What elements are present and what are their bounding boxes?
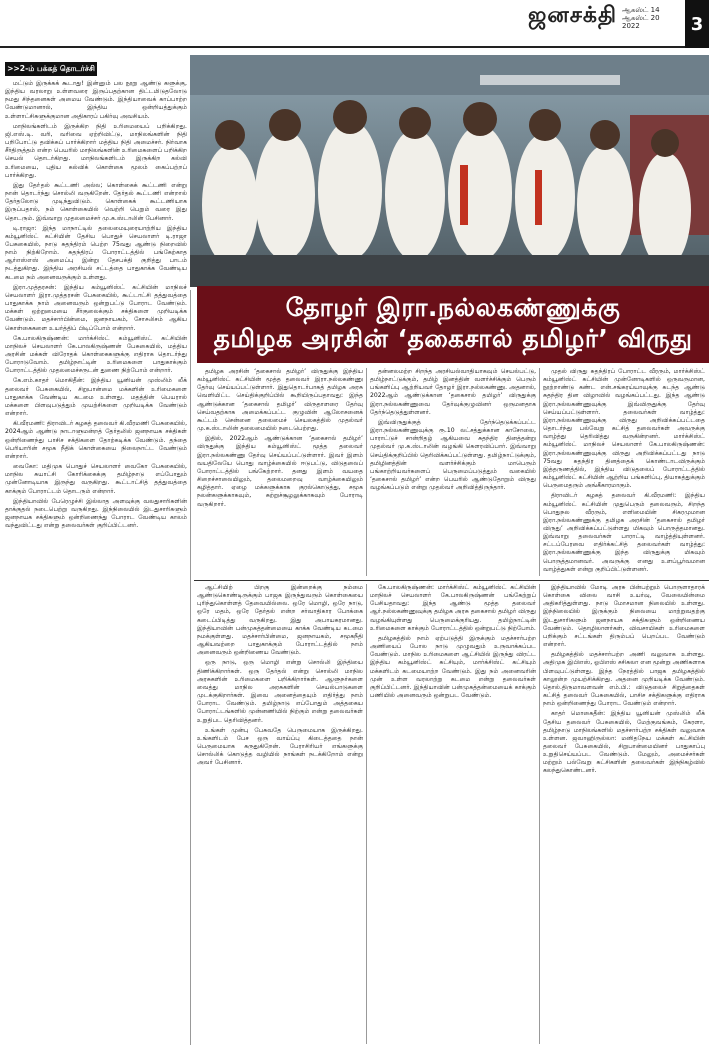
award-ceremony-photo: [190, 55, 709, 287]
paragraph: கே.பாலகிருஷ்ணன்: மார்க்சிஸ்ட் கம்யூனிஸ்ட் கட்சியின் மாநிலச் செயலாளர் கே.பாலகிருஷ்ணன் பேசுகையில், மத்திய அரசின் மக்கள் விரோதக் கொள்கைகளுக்கு எதிராக தொடர்ந்து போராடுவோம். தமிழ்நாட்டின் உரிமைகளை பாதுகாக்கும் போராட்டத்தில் முதலமைச்சருடன் துணை நிற்போம் என்றார்.: [5, 334, 187, 375]
column-divider: [366, 584, 367, 1044]
article-column-1: [197, 368, 363, 576]
issue-date: [622, 6, 662, 30]
section-divider: [194, 580, 709, 581]
article-column-3: [543, 368, 705, 576]
lower-column-3: [543, 584, 705, 1044]
date-line: ஆகஸ்ட் 20: [622, 14, 660, 22]
paragraph: இவ்விருதுக்குத் தேர்ந்தெடுக்கப்பட்ட இரா.நல்லகண்ணுவுக்கு ரூ.10 லட்சத்துக்கான காசோலை, பாராட்டுச் சான்றிதழ் ஆகியவை சுதந்திர தினத்தன்று முதல்வர் மு.க.ஸ்டாலின் வழங்கி கௌரவிப்பார். இவ்வாறு செய்திக்குறிப்பில் தெரிவிக்கப்பட்டுள்ளது. தமிழ்நாட்டுக்கும், தமிழினத்தின் வளர்ச்சிக்கும் மாபெரும் பங்காற்றியவர்களைப் பெருமைப்படுத்தும் வகையில் ‘தகைசால் தமிழர்’ என்ற பெயரில் ஆண்டுதோறும் விருது வழங்கப்படும் என்று முதல்வர் அறிவித்திருந்தார்.: [370, 418, 536, 492]
column-divider: [190, 290, 191, 1045]
masthead-rule: [0, 46, 685, 48]
paragraph: முதல் விருது சுதந்திரப் போராட்ட வீரரும், மார்க்சிஸ்ட் கம்யூனிஸ்ட் கட்சியின் முன்னோடிகளில் ஒருவருமான, நூற்றாண்டு கண்ட என்.சங்கரய்யாவுக்கு கடந்த ஆண்டு சுதந்திர தின விழாவில் வழங்கப்பட்டது. இந்த ஆண்டு இரா.நல்லகண்ணுவுக்கு இவ்விருதுக்கு தேர்வு செய்யப்பட்டுள்ளார். தலைவர்கள் வாழ்த்து: இரா.நல்லகண்ணுவுக்கு விருது அறிவிக்கப்பட்டதை தொடர்ந்து பல்வேறு கட்சித் தலைவர்கள் அவருக்கு வாழ்த்து தெரிவித்து வருகின்றனர். மார்க்சிஸ்ட் கம்யூனிஸ்ட் மாநிலச் செயலாளர் கே.பாலகிருஷ்ணன்: இரா.நல்லகண்ணுவுக்கு விருது அறிவிக்கப்பட்டது நாடு 75வது சுதந்திர தினத்தைக் கொண்டாடவிருக்கும் இத்தருணத்தில், இந்திய விடுதலைப் போராட்டத்தில் கம்யூனிஸ்ட் கட்சியின் ஆற்றிய பங்களிப்பு, தியாகத்துக்கும் பெருமைதரும் அங்கீகாரமாகும்.: [543, 368, 705, 490]
paragraph: இந்தியாவில் மோடி அரசு பின்பற்றும் பொருளாதாரக் கொள்கை விலை வாசி உயர்வு, வேலையின்மை அதிகரித்துள்ளது. நாடு மோசமான நிலையில் உள்ளது. இந்நிலையில் இருக்கும் நிலையை மாற்றுவதற்கு இடதுசாரிகளும் ஜனநாயக சக்திகளும் ஒன்றிணைய வேண்டும். தொழிலாளர்கள், விவசாயிகள் உரிமைகளை பறிக்கும் சட்டங்கள் திரும்பப் பெறப்பட வேண்டும் என்றார்.: [543, 584, 705, 649]
page-number: 3: [685, 0, 709, 48]
paragraph: ஒரு நாடு, ஒரு மொழி என்று சொல்லி இந்தியை திணிக்கிறார்கள். ஒரு தேர்தல் என்று சொல்லி மாநில அரசுகளின் உரிமைகளை பறிக்கிறார்கள். ஆளுநர்களை வைத்து மாநில அரசுகளின் செயல்பாடுகளை முடக்குகிறார்கள். இவை அனைத்தையும் எதிர்த்து நாம் போராட வேண்டும். தமிழ்நாடு எப்போதும் அத்தகைய போராட்டங்களில் முன்னணியில் நிற்கும் என்று தலைவர்கள் உறுதிபட தெரிவித்தனர்.: [197, 659, 363, 724]
paragraph: இரா.முத்தரசன்: இந்திய கம்யூனிஸ்ட் கட்சியின் மாநிலச் செயலாளர் இரா.முத்தரசன் பேசுகையில், கூட்டாட்சி தத்துவத்தை பாதுகாக்க நாம் அனைவரும் ஒன்றுபட்டு போராட வேண்டும். மக்கள் ஒற்றுமையை சீர்குலைக்கும் சக்திகளை முறியடிக்க வேண்டும். மதச்சார்பின்மை, ஜனநாயகம், சோசலிசம் ஆகிய கொள்கைகளை உயர்த்திப் பிடிப்போம் என்றார்.: [5, 283, 187, 332]
paragraph: இதில், 2022ஆம் ஆண்டுக்கான ‘தகைசால் தமிழர்’ விருதுக்கு இந்திய கம்யூனிஸ்ட் மூத்த தலைவர் இரா.நல்லகண்ணு தேர்வு செய்யப்பட்டுள்ளார். இவர் இளம் வயதிலேயே பொது வாழ்க்கையில் ஈடுபட்டு, விடுதலைப் போராட்டத்தில் பங்கேற்றார். தனது இளம் வயதை சிறைச்சாலையிலும், தலைமறைவு வாழ்க்கையிலும் கழித்தார். ஏழை மக்களுக்காக குரல்கொடுத்து, சமூக நலன்களுக்காகவும், சுற்றுச்சூழலுக்காகவும் போராடி வருகிறார்.: [197, 435, 363, 508]
paragraph: தமிழக அரசின் ‘தகைசால் தமிழர்’ விருதுக்கு இந்திய கம்யூனிஸ்ட் கட்சியின் மூத்த தலைவர் இரா.நல்லகண்ணு தேர்வு செய்யப்பட்டுள்ளார். இதுதொடர்பாகத் தமிழக அரசு வெளியிட்ட செய்திக்குறிப்பில் கூறியிருப்பதாவது: இந்த ஆண்டுக்கான ‘தகைசால் தமிழர்’ விருதாளரை தேர்வு செய்வதற்காக அமைக்கப்பட்ட குழுவின் ஆலோசனைக் கூட்டம் சென்னை தலைமைச் செயலகத்தில் முதல்வர் மு.க.ஸ்டாலின் தலைமையில் நடைபெற்றது.: [197, 368, 363, 433]
column-divider: [539, 368, 540, 576]
paragraph: திராவிடர் கழகத் தலைவர் கி.வீரமணி: இந்திய கம்யூனிஸ்ட் கட்சியின் முதுபெரும் தலைவரும், சிறந்த பொதுநல வீரரும், எளிமையின் சிகரமுமான இரா.நல்லகண்ணுக்கு தமிழக அரசின் ‘தகைசால் தமிழர் விருது’ அறிவிக்கப்பட்டுள்ளது மிகவும் பொருத்தமானது. இவ்வாறு தலைவர்கள் பாராட்டி வாழ்த்தியுள்ளனர். சட்டப்பேரவை எதிர்க்கட்சித் தலைவர்கள் வாழ்த்து: இரா.நல்லகண்ணுக்கு இந்த விருதுக்கு மிகவும் பொருத்தமானவர். அவருக்கு எனது உளப்பூர்வமான வாழ்த்துகள் என்று குறிப்பிட்டுள்ளனர்.: [543, 492, 705, 573]
date-line: 2022: [622, 22, 640, 30]
continued-lead-top: [100, 60, 186, 80]
paragraph: உங்கள் முன்பு பேசுவதே பெருமையாக இருக்கிறது. உங்களிடம் பேச ஒரு வாய்ப்பு கிடைத்ததை நான் பெருமையாக கருதுகிறேன். பேராசிரியர் எங்களுக்கு சொல்லிக் கொடுத்த வழியில் நாங்கள் நடக்கிறோம் என்று அவர் பேசினார்.: [197, 726, 363, 767]
paragraph: மாநிலங்களிடம் இருக்கிற நிதி உரிமையைப் பறிக்கிறது. ஜி.எஸ்.டி. வரி, வரிவை ஏற்றிவிட்டு, மாநிலங்களின் நிதி பறிபோட்டு தவிக்கப் பார்க்கிறார் மத்திய நிதி அமைச்சர். நிர்வாக சீர்திருத்தம் என்ற பெயரில் மாநிலங்களின் உரிமைகளைப் பறிக்கிற செயல் தொடர்கிறது. மாநிலங்களிடம் இருக்கிற கல்வி உரிமையை, புதிய கல்விக் கொள்கை மூலம் கைப்பற்றப் பார்க்கிறது.: [5, 122, 187, 179]
left-article-column: [5, 80, 187, 1043]
lower-column-2: [370, 584, 536, 1044]
paragraph: இந்தியாவில் பேரெழுச்சி இல்லாத அளவுக்கு வலதுசாரிகளின் தாக்குதல் நடைபெற்று வருகிறது. இந்நிலையில் இடதுசாரிகளும் ஜனநாயக சக்திகளும் ஒன்றிணைந்து போராட வேண்டிய காலம் வந்துவிட்டது என்று தலைவர்கள் குறிப்பிட்டனர்.: [5, 497, 187, 530]
headline-line-1: தோழர் இரா.நல்லகண்ணுக்கு: [285, 293, 621, 322]
paragraph: காதர் மொகைதீன்: இந்திய யூனியன் முஸ்லிம் லீக் தேசிய தலைவர் பேசுகையில், மேற்குவங்கம், கேரளா, தமிழ்நாடு மாநிலங்களில் மதச்சார்பற்ற சக்திகள் வலுவாக உள்ளன. ஜவாஹிருல்லா: மனிதநேய மக்கள் கட்சியின் தலைவர் பேசுகையில், சிறுபான்மையினர் பாதுகாப்பு உறுதிசெய்யப்பட வேண்டும். மேலும், அமைச்சர்கள் மற்றும் பல்வேறு கட்சிகளின் தலைவர்கள் இந்நிகழ்வில் கலந்துகொண்டனர்.: [543, 710, 705, 775]
paragraph: தமிழகத்தில் நாம் ஏற்படுத்தி இருக்கும் மதச்சார்பற்ற அணியைப் போல நாடு முழுவதும் உருவாக்கப்பட வேண்டும். மாநில உரிமைகளை ஆட்சியில் இருந்து விரட்ட இந்திய கம்யூனிஸ்ட் கட்சியும், மார்க்சிஸ்ட் கட்சியும் மக்களிடம் கடமையாற்ற வேண்டும். இது நம் அனைவரின் முன் உள்ள வரலாற்று கடமை என்று தலைவர்கள் குறிப்பிட்டனர். இந்தியாவின் பன்முகத்தன்மையைக் காக்கும் பணியில் அனைவரும் ஒன்றுபட வேண்டும்.: [370, 634, 536, 700]
newspaper-name: ஜனசக்தி: [528, 3, 617, 28]
paragraph: வைகோ: மதிமுக பொதுச் செயலாளர் வைகோ பேசுகையில், மாநில சுயாட்சி கோரிக்கைக்கு தமிழ்நாடு எப்போதும் முன்னோடியாக இருந்து வருகிறது. கூட்டாட்சித் தத்துவத்தை காக்கும் போராட்டம் தொடரும் என்றார்.: [5, 463, 187, 495]
column-divider: [539, 584, 540, 1044]
column-divider: [366, 368, 367, 576]
paragraph: தன்னலமற்ற சிறந்த அரசியல்வாதியாகவும் செயல்பட்டு, தமிழ்நாட்டுக்கும், தமிழ் இனத்தின் வளர்ச்சிக்கும் பெரும் பங்களிப்பு ஆற்றியவர் தோழர் இரா.நல்லகண்ணு. அதனால், 2022ஆம் ஆண்டுக்கான ‘தகைசால் தமிழர்’ விருதுக்கு இரா.நல்லகண்ணுவை தேர்வுக்குழுவினர் ஒருமனதாக தேர்ந்தெடுத்துள்ளனர்.: [370, 368, 536, 416]
date-line: ஆகஸ்ட் 14: [622, 6, 660, 14]
continued-from-page-2-tag: >>2-ம் பக்கத் தொடர்ச்சி: [5, 62, 97, 76]
masthead: [0, 0, 709, 54]
lower-column-1: [197, 584, 363, 1044]
paragraph: கே.எம்.காதர் மொகிதீன்: இந்திய யூனியன் முஸ்லிம் லீக் தலைவர் பேசுகையில், சிறுபான்மை மக்களின் உரிமைகளை பாதுகாக்க வேண்டிய கடமை உள்ளது. மதத்தின் பெயரால் மக்களை பிளவுபடுத்தும் முயற்சிகளை முறியடிக்க வேண்டும் என்றார்.: [5, 377, 187, 418]
paragraph: தமிழகத்தில் மதச்சார்பற்ற அணி வலுவாக உள்ளது. அதிமுக இபிஎஸ், ஓபிஎஸ் சசிகலா என மூன்று அணிகளாக பிளவுபட்டுள்ளது. இந்த நேரத்தில் பாஜக தமிழகத்தில் காலூன்ற முயற்சிக்கிறது. அதனை முறியடிக்க வேண்டும். தொல்.திருமாவளவன் எம்.பி.: விடுதலைச் சிறுத்தைகள் கட்சித் தலைவர் பேசுகையில், பாசிச சக்திகளுக்கு எதிராக நாம் ஒன்றிணைந்து போராட வேண்டும் என்றார்.: [543, 651, 705, 708]
paragraph: ஆட்சியிற் பிறகு இன்றைக்கு நம்மை ஆண்டுகொண்டிருக்கும் பாஜக இருந்துவரும் கொள்கையை புரிந்துகொள்ளத் தேவையில்லை. ஒரே மொழி, ஒரே நாடு, ஒரே மதம், ஒரே தேர்தல் என்ற சர்வாதிகார போக்கை கடைப்பிடித்து வருகிறது. இது அபாயகரமானது. இந்தியாவின் பன்முகத்தன்மையை காக்க வேண்டிய கடமை நமக்குள்ளது. மதச்சார்பின்மை, ஜனநாயகம், சமூகநீதி ஆகியவற்றை பாதுகாக்கும் போராட்டத்தில் நாம் அனைவரும் ஒன்றிணைய வேண்டும்.: [197, 584, 363, 657]
article-column-2: [370, 368, 536, 576]
paragraph: டி.ராஜா: இந்த மாநாட்டில் தலைமையுரையாற்றிய இந்திய கம்யூனிஸ்ட் கட்சியின் தேசிய பொதுச் செயலாளர் டி.ராஜா பேசுகையில், நாடு சுதந்திரம் பெற்ற 75வது ஆண்டு நிறைவில் நாம் நிற்கிறோம். சுதந்திரப் போராட்டத்தில் பங்கேற்காத ஆர்எஸ்எஸ் அமைப்பு இன்று தேசபக்தி குறித்து பாடம் நடத்துகிறது. இந்திய அரசியல் சட்டத்தை பாதுகாக்க வேண்டிய கடமை நம் அனைவருக்கும் உள்ளது.: [5, 224, 187, 281]
headline-line-2: தமிழக அரசின் ‘தகைசால் தமிழர்’ விருது: [213, 324, 693, 353]
paragraph: இது தோ்தல் கூட்டணி அல்ல; கொள்கைக் கூட்டணி என்று நான் தொடர்ந்து சொல்லி வருகிறேன். தேர்தல் கூட்டணி என்றால் தேர்தலோடு முடிந்துவிடும். கொள்கைக் கூட்டணியாக இருப்பதால், நம் கொள்கையில் வெற்றி பெறும் வரை இது தொடரும். இவ்வாறு முதலமைச்சர் மு.க.ஸ்டாலின் பேசினார்.: [5, 181, 187, 222]
continued-lead: மட்டும் இருக்கக் கூடாது! இன்னும் பல நூறு ஆண்டு களுக்கு, இந்திய வரலாறு உள்ளவரை இருப்பதற்கான திட்டமிடுதலோடு நமது சிந்தனைகள் அமைய வேண்டும். இந்தியாவைக் காப்பாற்ற வேண்டுமானால், இந்திய ஒன்றியத்துக்கும் உள்ளாட்சிகளுக்குமான அதிகாரப் பகிர்வு அவசியம்.: [5, 80, 187, 120]
headline-banner: [197, 286, 709, 363]
paragraph: கே.பாலகிருஷ்ணன்: மார்க்சிஸ்ட் கம்யூனிஸ்ட் கட்சியின் மாநிலச் செயலாளர் கே.பாலகிருஷ்ணன் பங்கேற்றுப் பேசியதாவது: இந்த ஆண்டு மூத்த தலைவர் ஆர்.நல்லகண்ணுவுக்கு தமிழக அரசு தகைசால் தமிழர் விருது வழங்கியுள்ளது பெருமைக்குரியது. தமிழ்நாட்டின் உரிமைகளை காக்கும் போராட்டத்தில் ஒன்றுபட்டு நிற்போம்.: [370, 584, 536, 632]
photo-illustration: [190, 55, 709, 287]
paragraph: கி.வீரமணி: திராவிடர் கழகத் தலைவர் கி.வீரமணி பேசுகையில், 2024ஆம் ஆண்டு நாடாளுமன்றத் தேர்தலில் ஜனநாயக சக்திகள் ஒன்றிணைந்து பாசிச சக்திகளை தோற்கடிக்க வேண்டும். தந்தை பெரியாரின் சமூக நீதிக் கொள்கையை நிலைநாட்ட வேண்டும் என்றார்.: [5, 420, 187, 460]
